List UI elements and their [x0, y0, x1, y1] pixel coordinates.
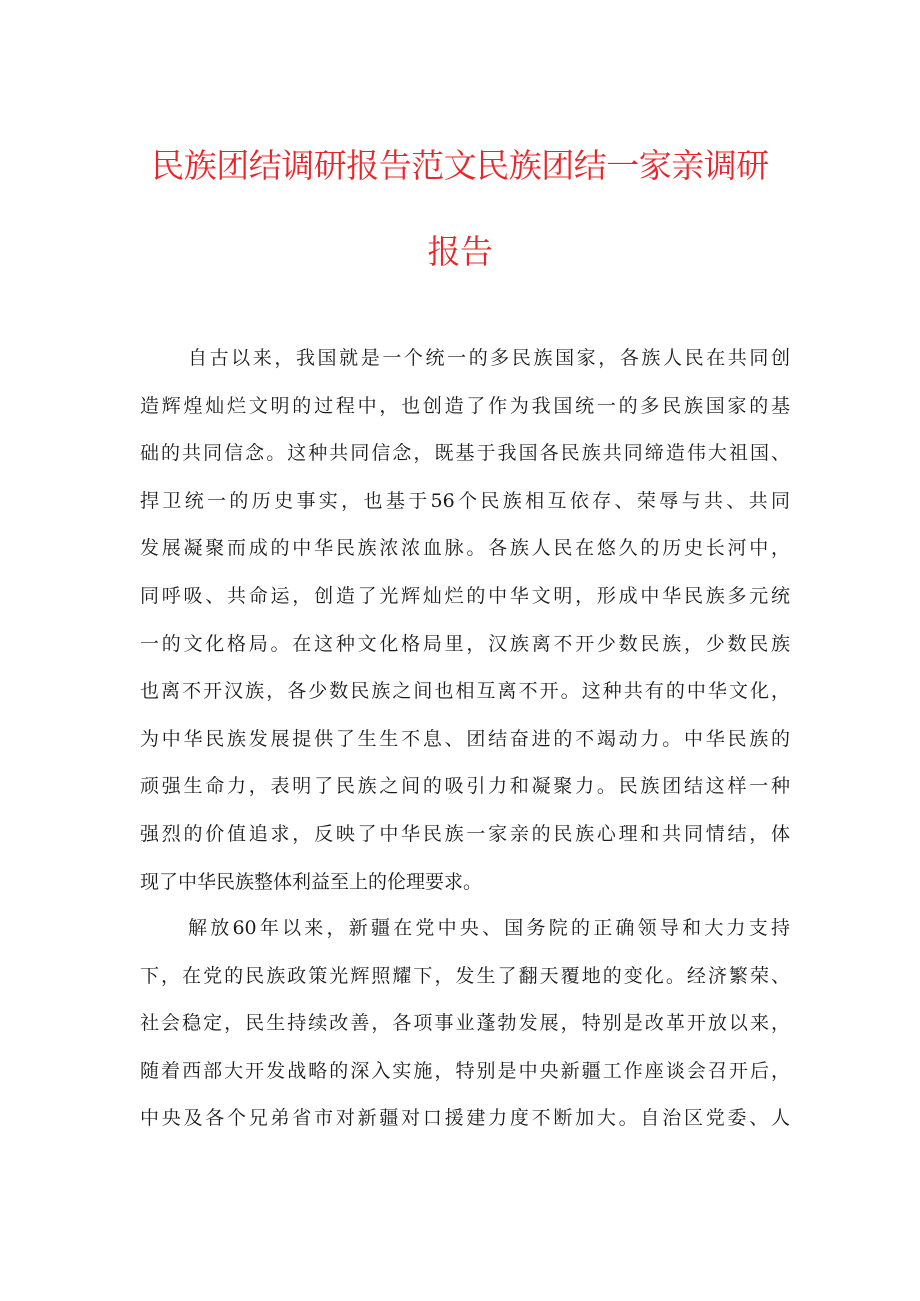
paragraph-line: 随着西部大开发战略的深入实施，特别是中央新疆工作座谈会召开后， [140, 1059, 790, 1082]
paragraph-1 [140, 335, 790, 906]
paragraph-line: 自古以来，我国就是一个统一的多民族国家，各族人民在共同创 [188, 347, 790, 369]
paragraph-line: 一的文化格局。在这种文化格局里，汉族离不开少数民族，少数民族 [140, 632, 790, 655]
paragraph-line: 现了中华民族整体利益至上的伦理要求。 [140, 870, 483, 893]
document-title-line-2: 报告 [427, 232, 493, 271]
paragraph-line: 强烈的价值追求，反映了中华民族一家亲的民族心理和共同情结，体 [140, 822, 790, 845]
paragraph-line: 社会稳定，民生持续改善，各项事业蓬勃发展，特别是改革开放以来， [140, 1012, 790, 1035]
paragraph-2 [140, 905, 790, 1143]
paragraph-line: 解放60年以来，新疆在党中央、国务院的正确领导和大力支持 [188, 917, 790, 939]
paragraph-line: 中央及各个兄弟省市对新疆对口援建力度不断加大。自治区党委、人 [140, 1107, 790, 1130]
paragraph-line: 同呼吸、共命运，创造了光辉灿烂的中华文明，形成中华民族多元统 [140, 584, 790, 607]
paragraph-line: 造辉煌灿烂文明的过程中，也创造了作为我国统一的多民族国家的基 [140, 394, 790, 417]
paragraph-line: 也离不开汉族，各少数民族之间也相互离不开。这种共有的中华文化， [140, 680, 790, 703]
paragraph-line: 础的共同信念。这种共同信念，既基于我国各民族共同缔造伟大祖国、 [140, 442, 790, 465]
paragraph-line: 下，在党的民族政策光辉照耀下，发生了翻天覆地的变化。经济繁荣、 [140, 964, 790, 987]
paragraph-line: 发展凝聚而成的中华民族浓浓血脉。各族人民在悠久的历史长河中， [140, 537, 790, 560]
document-title-line-1: 民族团结调研报告范文民族团结一家亲调研 [151, 146, 769, 185]
paragraph-line: 顽强生命力，表明了民族之间的吸引力和凝聚力。民族团结这样一种 [140, 775, 790, 798]
paragraph-line: 为中华民族发展提供了生生不息、团结奋进的不竭动力。中华民族的 [140, 727, 790, 750]
paragraph-line: 捍卫统一的历史事实，也基于56个民族相互依存、荣辱与共、共同 [140, 489, 790, 512]
